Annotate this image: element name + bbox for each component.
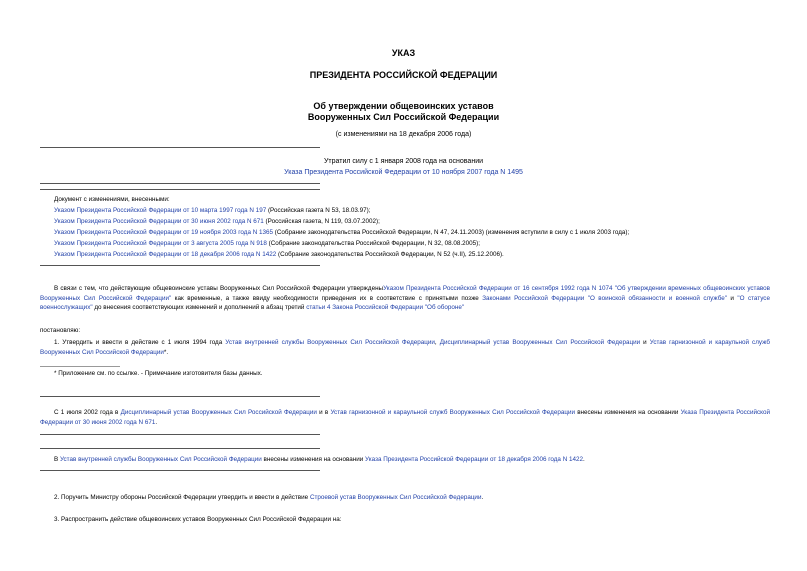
list-item: Указом Президента Российской Федерации от 30 июня 2002 года N 671 (Российская газета, N 119, 03.07.2002); [54, 218, 380, 225]
amendment-link[interactable]: Указом Президента Российской Федерации от 3 августа 2005 года N 918 [54, 240, 267, 247]
list-item: Указом Президента Российской Федерации от 10 марта 1997 года N 197 (Российская газета N 53, 18.03.97); [54, 207, 371, 214]
divider [40, 265, 320, 266]
internal-service-charter-link[interactable]: Устав внутренней службы Вооруженных Сил Российской Федерации [59, 456, 262, 463]
preamble-paragraph: В связи с тем, что действующие общевоинские уставы Вооруженных Сил Российской Федерации утвержденыУказом Президента Российской Федерации от 16 сентября 1992 года N 1074 "Об утверждении временных общевоинских уставов Вооруженных Сил Российской Федерации" как временные, а также ввиду необходимости приведения их в соответствие с принятыми позже Законами Российской Федерации "О воинской обязанности и военной службе" и "О статусе военнослужащих" до внесения соответствующих изменений и дополнений в абзац третий статьи 4 Закона Российской Федерации "Об обороне" [40, 285, 770, 311]
doc-title: УКАЗ [391, 48, 416, 58]
decree-671-link[interactable]: Указа Президента Российской Федерации от 30 июня 2002 года N 671 [40, 409, 770, 426]
decree-word: постановляю: [40, 327, 81, 334]
drill-charter-link[interactable]: Строевой устав Вооруженных Сил Российской Федерации [309, 494, 482, 501]
decree-1422-link[interactable]: Указа Президента Российской Федерации от 18 декабря 2006 года N 1422 [365, 456, 583, 463]
divider [40, 434, 320, 435]
defense-law-link[interactable]: статьи 4 Закона Российской Федерации "Об обороне" [306, 304, 465, 311]
list-item: Указом Президента Российской Федерации от 18 декабря 2006 года N 1422 (Собрание законодательства Российской Федерации, N 52 (ч.II), 25.12.2006). [54, 251, 504, 258]
revision-note: (с изменениями на 18 декабря 2006 года) [335, 131, 472, 138]
disciplinary-charter-link[interactable]: Дисциплинарный устав Вооруженных Сил Российской Федерации [439, 339, 641, 346]
divider [40, 189, 320, 190]
amendment-link[interactable]: Указом Президента Российской Федерации от 18 декабря 2006 года N 1422 [54, 251, 277, 258]
military-duty-law-link[interactable]: Законами Российской Федерации "О воинской обязанности и военной службе" [482, 294, 727, 302]
internal-service-charter-link[interactable]: Устав внутренней службы Вооруженных Сил Российской Федерации [225, 339, 435, 346]
item-2-paragraph: 2. Поручить Министру обороны Российской Федерации утвердить и ввести в действие Строевой устав Вооруженных Сил Российской Федерации. [54, 494, 484, 501]
doc-subject-line-2: Вооруженных Сил Российской Федерации [307, 112, 500, 122]
servicemen-status-law-link[interactable]: "О статусе военнослужащих" [40, 294, 770, 311]
divider [40, 396, 320, 397]
expiry-link[interactable]: Указа Президента Российской Федерации от 10 ноября 2007 года N 1495 [284, 169, 523, 176]
footnote: * Приложение см. по ссылке. - Примечание изготовителя базы данных. [54, 370, 263, 377]
item-1-paragraph: 1. Утвердить и ввести в действие с 1 июля 1994 года Устав внутренней службы Вооруженных Сил Российской Федерации, Дисциплинарный устав Вооруженных Сил Российской Федерации и Устав гарнизонной и караульной служб Вооруженных Сил Российской Федерации*. [40, 339, 770, 356]
note-2006-paragraph: В Устав внутренней службы Вооруженных Сил Российской Федерации внесены изменения на основании Указа Президента Российской Федерации от 18 декабря 2006 года N 1422. [54, 456, 585, 463]
amendment-link[interactable]: Указом Президента Российской Федерации от 10 марта 1997 года N 197 [54, 207, 267, 214]
expiry-line: Утратил силу с 1 января 2008 года на основании [323, 158, 484, 165]
amendment-link[interactable]: Указом Президента Российской Федерации от 30 июня 2002 года N 671 [54, 218, 264, 225]
disciplinary-charter-link[interactable]: Дисциплинарный устав Вооруженных Сил Российской Федерации [120, 409, 317, 416]
garrison-guard-charter-link[interactable]: Устав гарнизонной и караульной служб Вооруженных Сил Российской Федерации [40, 339, 770, 356]
divider [40, 448, 320, 449]
doc-issuer: ПРЕЗИДЕНТА РОССИЙСКОЙ ФЕДЕРАЦИИ [309, 70, 498, 80]
item-3-paragraph: 3. Распространить действие общевоинских уставов Вооруженных Сил Российской Федерации на: [54, 516, 342, 523]
list-item: Указом Президента Российской Федерации от 19 ноября 2003 года N 1365 (Собрание законодательства Российской Федерации, N 47, 24.11.2003) (изменения вступили в силу с 1 июля 2003 года); [54, 229, 630, 236]
footnote-divider [40, 366, 120, 367]
divider [40, 147, 320, 148]
changes-intro: Документ с изменениями, внесенными: [54, 196, 170, 203]
list-item: Указом Президента Российской Федерации от 3 августа 2005 года N 918 (Собрание законодательства Российской Федерации, N 32, 08.08.2005); [54, 240, 480, 247]
doc-subject-line-1: Об утверждении общевоинских уставов [313, 101, 494, 111]
divider [40, 183, 320, 184]
amendment-link[interactable]: Указом Президента Российской Федерации от 19 ноября 2003 года N 1365 [54, 229, 274, 236]
garrison-guard-charter-link[interactable]: Устав гарнизонной и караульной служб Вооруженных Сил Российской Федерации [330, 409, 575, 416]
divider [40, 470, 320, 471]
note-2002-paragraph: С 1 июля 2002 года в Дисциплинарный устав Вооруженных Сил Российской Федерации и в Устав гарнизонной и караульной служб Вооруженных Сил Российской Федерации внесены изменения на основании Указа Президента Российской Федерации от 30 июня 2002 года N 671. [40, 409, 770, 426]
decree-1074-link[interactable]: Указом Президента Российской Федерации от 16 сентября 1992 года N 1074 "Об утверждении временных общевоинских уставов Вооруженных Сил Российской Федерации" [40, 285, 770, 302]
